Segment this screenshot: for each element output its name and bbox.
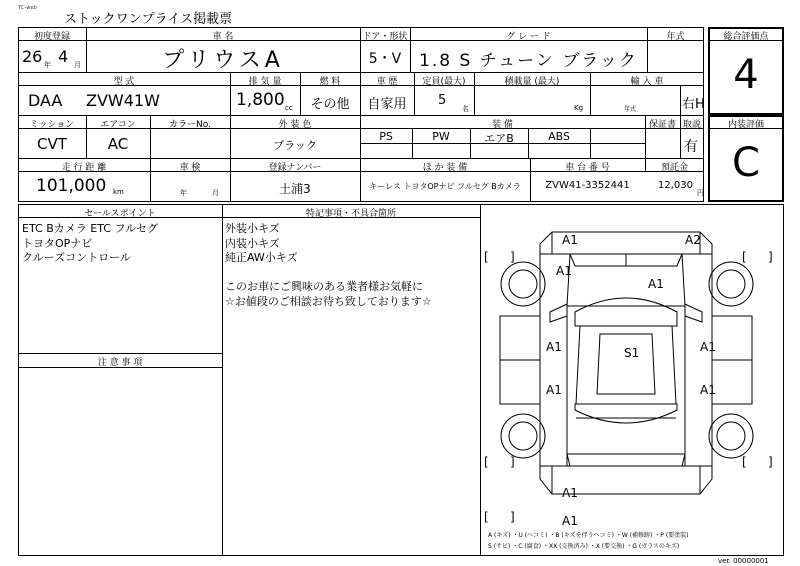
bracket: ]: [768, 455, 773, 469]
bracket: ]: [510, 250, 515, 264]
note-line: [225, 266, 432, 281]
model-label: 型 式: [113, 77, 135, 87]
damage-left-front-door: A1: [546, 340, 562, 354]
capacity-label: 定員(最大): [422, 77, 466, 87]
sales-point: ETC Bカメラ ETC フルセグ: [22, 222, 159, 235]
caution-label: 注 意 事 項: [97, 358, 143, 368]
recycle-label: 預託金: [660, 163, 688, 173]
equip-ps: PS: [379, 130, 393, 143]
manual-label: 取説: [682, 120, 701, 130]
mission-label: ミッション: [29, 120, 75, 130]
reg-year-unit: 年: [44, 61, 51, 69]
bracket: [: [742, 250, 747, 264]
chassis-no: ZVW41-3352441: [545, 180, 630, 191]
exterior-color-label: 外 装 色: [278, 120, 312, 130]
plate-label: 登録ナンバー: [268, 163, 322, 173]
door-label: ドア・形状: [362, 32, 408, 42]
yen-unit: 円: [697, 189, 704, 197]
displacement: 1,800: [236, 90, 285, 110]
import: 右H: [682, 97, 705, 112]
km-unit: km: [113, 188, 124, 196]
first-reg-label: 初度登録: [33, 32, 70, 42]
note-line: 外装小キズ: [225, 222, 280, 235]
version: ver. 00000001: [718, 557, 769, 565]
bracket: ]: [510, 455, 515, 469]
interior-score: C: [732, 140, 760, 186]
damage-rear-bumper: A1: [562, 514, 578, 528]
bracket: ]: [768, 250, 773, 264]
mileage: 101,000: [36, 176, 107, 196]
car-name: プリウスA: [162, 48, 284, 73]
car-diagram: [480, 204, 784, 556]
damage-top-right: A2: [685, 233, 701, 247]
mission: CVT: [37, 135, 67, 153]
kg-unit: Kg: [574, 104, 584, 112]
damage-left-rear-door: A1: [546, 383, 562, 397]
other-equipment-label: ほ か 装 備: [422, 163, 468, 173]
capacity: 5: [438, 93, 447, 108]
reg-month: 4: [58, 47, 69, 66]
cc-unit: cc: [285, 104, 293, 112]
sales-points-label: セールスポイント: [84, 209, 156, 219]
notes-label: 特記事項・不具合箇所: [305, 209, 396, 219]
model-prefix: DAA: [28, 91, 63, 110]
plate: 土浦3: [279, 182, 311, 196]
aircon: AC: [107, 135, 129, 153]
year-label: 年式: [666, 32, 685, 42]
bracket: [: [484, 250, 489, 264]
mileage-label: 走 行 距 離: [61, 163, 107, 173]
damage-right-front-door: A1: [700, 340, 716, 354]
equip-airbag: エアB: [484, 132, 514, 145]
door: 5・V: [368, 51, 402, 67]
note-line: ☆お値段のご相談お待ち致しております☆: [225, 294, 432, 308]
damage-rear-left: A1: [562, 486, 578, 500]
warranty: 有: [684, 139, 698, 155]
equipment-label: 装 備: [492, 120, 513, 130]
damage-hood: A1: [648, 277, 664, 291]
note-line: 内装小キズ: [225, 236, 280, 250]
load-label: 積載量 (最大): [504, 77, 560, 87]
recycle: 12,030: [658, 180, 693, 191]
inspection-year-unit: 年: [180, 189, 187, 197]
fuel: その他: [310, 97, 350, 112]
damage-front-left: A1: [556, 264, 572, 278]
year-model-unit: 年式: [624, 106, 637, 113]
inspection-label: 車 検: [179, 163, 201, 173]
equip-pw: PW: [432, 130, 450, 143]
legend-line-1: A (キズ) ・U (ヘコミ) ・B (キズを伴うヘコミ) ・W (補修跡) ・P (要塗装): [488, 532, 689, 539]
damage-top-left: A1: [562, 233, 578, 247]
damage-right-rear-door: A1: [700, 383, 716, 397]
sales-point: トヨタOPナビ: [22, 236, 93, 250]
car-name-label: 車 名: [212, 32, 234, 42]
sales-point: クルーズコントロール: [22, 251, 131, 264]
note-line: このお車にご興味のある業者様お気軽に: [225, 280, 423, 293]
displacement-label: 排 気 量: [248, 77, 282, 87]
equip-abs: ABS: [548, 130, 570, 143]
model-code: ZVW41W: [86, 91, 160, 110]
overall-score-label: 総合評価点: [723, 32, 769, 42]
reg-year: 26: [22, 47, 43, 66]
bracket: [: [742, 455, 747, 469]
interior-score-label: 内装評価: [727, 120, 764, 130]
bracket: ]: [510, 510, 515, 524]
legend-line-2: S (サビ) ・C (腐食) ・XX (交換済み) ・X (要交換) ・G (ガラスのキズ): [488, 543, 680, 550]
history: 自家用: [367, 97, 407, 112]
bracket: [: [484, 455, 489, 469]
notes-list: [225, 222, 432, 309]
chassis-label: 車 台 番 号: [565, 163, 610, 173]
damage-roof: S1: [624, 346, 640, 360]
sales-points-list: [22, 222, 158, 266]
reg-month-unit: 月: [74, 61, 81, 69]
person-unit: 名: [462, 105, 469, 113]
logo: TC-web: [18, 5, 37, 11]
overall-score: 4: [733, 52, 759, 98]
exterior-color: ブラック: [273, 139, 317, 152]
color-no-label: カラーNo.: [169, 120, 211, 130]
import-label: 輸 入 車: [630, 77, 664, 87]
grade: 1.8 S チューン ブラック: [419, 51, 638, 71]
fuel-label: 燃 料: [319, 77, 341, 87]
warranty-label: 保証書: [648, 120, 676, 130]
inspection-month-unit: 月: [212, 189, 219, 197]
page-title: ストックワンプライス掲載票: [64, 12, 233, 27]
other-equipment: キーレス トヨタOPナビ フルセグ Bカメラ: [369, 182, 521, 191]
note-line: 純正AW小キズ: [225, 251, 298, 264]
history-label: 車 歴: [376, 77, 398, 87]
grade-label: グ レ ー ド: [506, 32, 551, 42]
aircon-label: エアコン: [100, 120, 136, 130]
bracket: [: [484, 510, 489, 524]
